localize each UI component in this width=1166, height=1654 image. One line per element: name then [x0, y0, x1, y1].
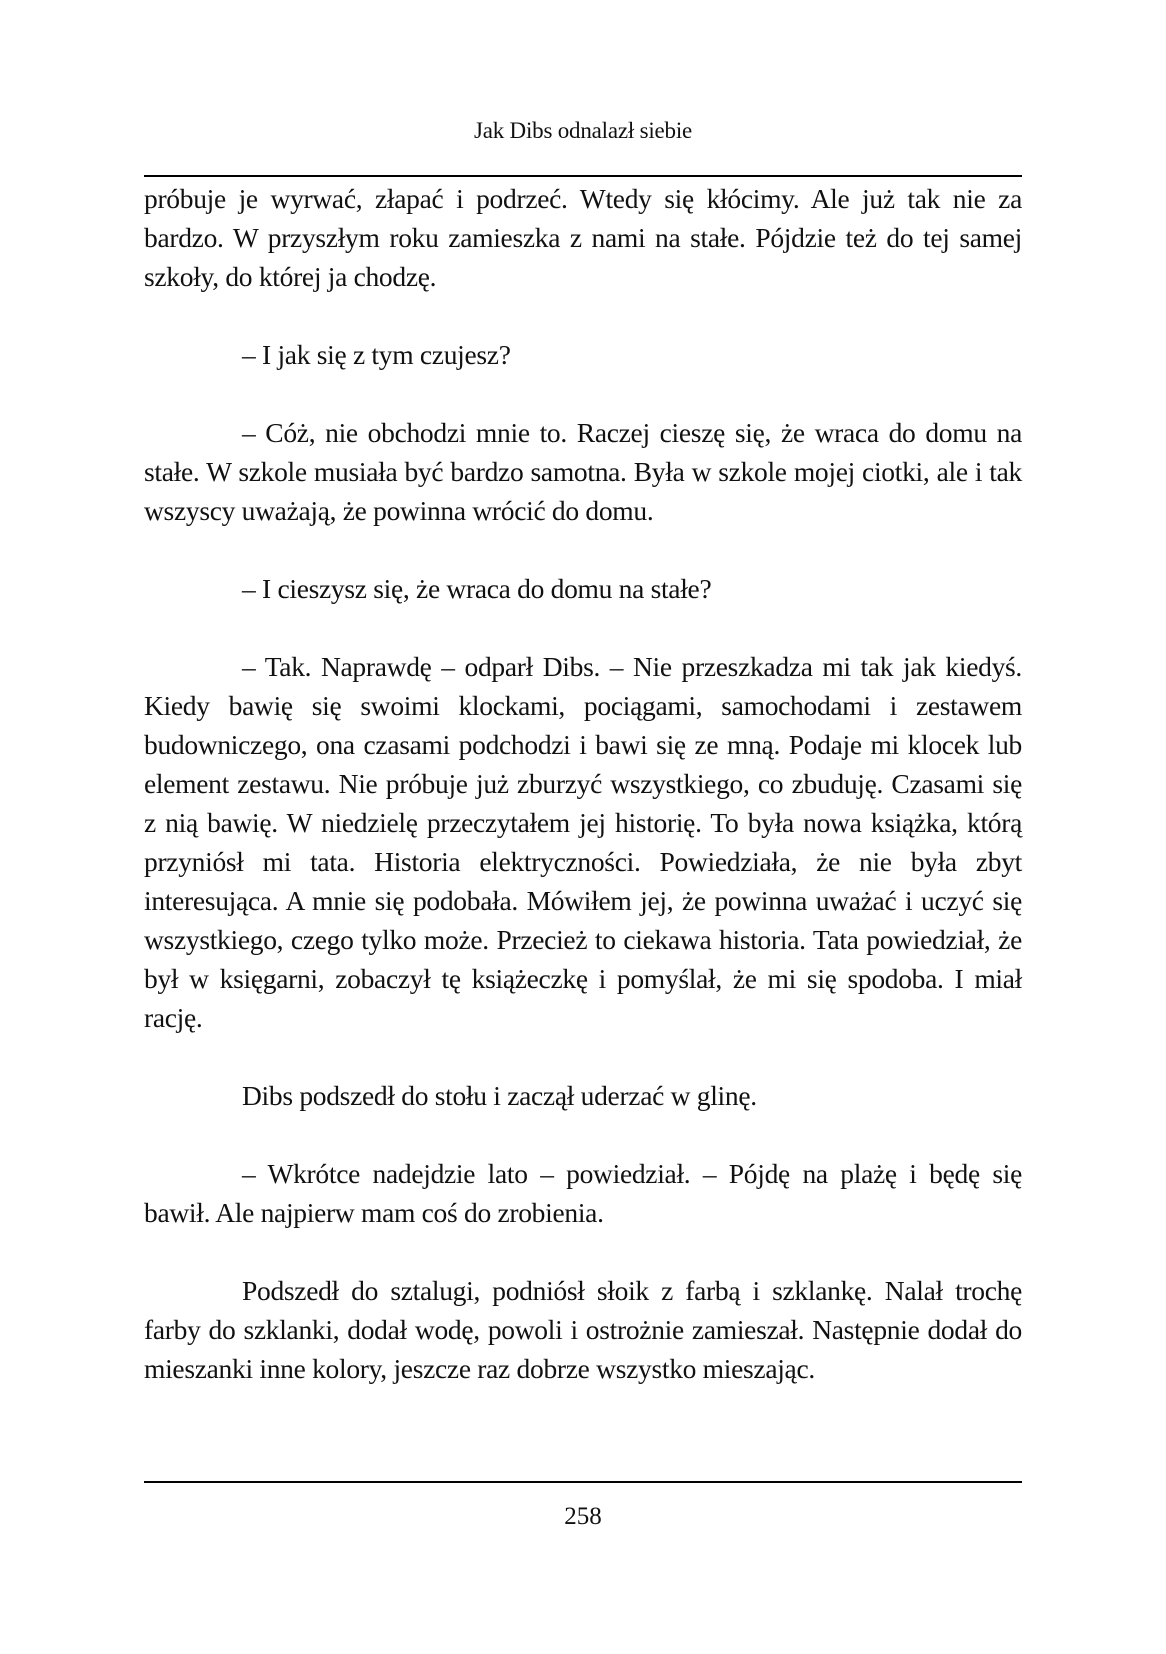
header-rule: [144, 175, 1022, 177]
page-number: 258: [564, 1503, 602, 1530]
footer-rule: [144, 1481, 1022, 1483]
body-text: [144, 179, 1022, 1388]
paragraph: próbuje je wyrwać, złapać i podrzeć. Wtedy się kłócimy. Ale już tak nie za bardzo. W przyszłym roku zamieszka z nami na stałe. Pójdzie też do tej samej szkoły, do której ja chodzę.: [144, 183, 1022, 292]
paragraph: – I cieszysz się, że wraca do domu na stałe?: [242, 573, 712, 604]
paragraph: – Tak. Naprawdę – odparł Dibs. – Nie przeszkadza mi tak jak kiedyś. Kiedy bawię się swoimi klockami, pociągami, samochodami i zestawem budowniczego, ona czasami podchodzi i bawi się ze mną. Podaje mi klocek lub element zestawu. Nie próbuje już zburzyć wszystkiego, co zbuduję. Czasami się z nią bawię. W niedzielę przeczytałem jej historię. To była nowa książka, którą przyniósł mi tata. Historia elektryczności. Powiedziała, że nie była zbyt interesująca. A mnie się podobała. Mówiłem jej, że powinna uważać i uczyć się wszystkiego, czego tylko może. Przecież to ciekawa historia. Tata powiedział, że był w księgarni, zobaczył tę książeczkę i pomyślał, że mi się spodoba. I miał rację.: [144, 651, 1022, 1033]
paragraph: – I jak się z tym czujesz?: [242, 339, 511, 370]
running-header: Jak Dibs odnalazł siebie: [473, 118, 693, 143]
paragraph: Dibs podszedł do stołu i zaczął uderzać w glinę.: [242, 1080, 757, 1111]
paragraph: – Cóż, nie obchodzi mnie to. Raczej cieszę się, że wraca do domu na stałe. W szkole musiała być bardzo samotna. Była w szkole mojej ciotki, ale i tak wszyscy uważają, że powinna wrócić do domu.: [144, 417, 1022, 526]
paragraph: – Wkrótce nadejdzie lato – powiedział. – Pójdę na plażę i będę się bawił. Ale najpierw mam coś do zrobienia.: [144, 1158, 1022, 1228]
paragraph: Podszedł do sztalugi, podniósł słoik z farbą i szklankę. Nalał trochę farby do szklanki, dodał wodę, powoli i ostrożnie zamieszał. Następnie dodał do mieszanki inne kolory, jeszcze raz dobrze wszystko mieszając.: [144, 1275, 1022, 1384]
